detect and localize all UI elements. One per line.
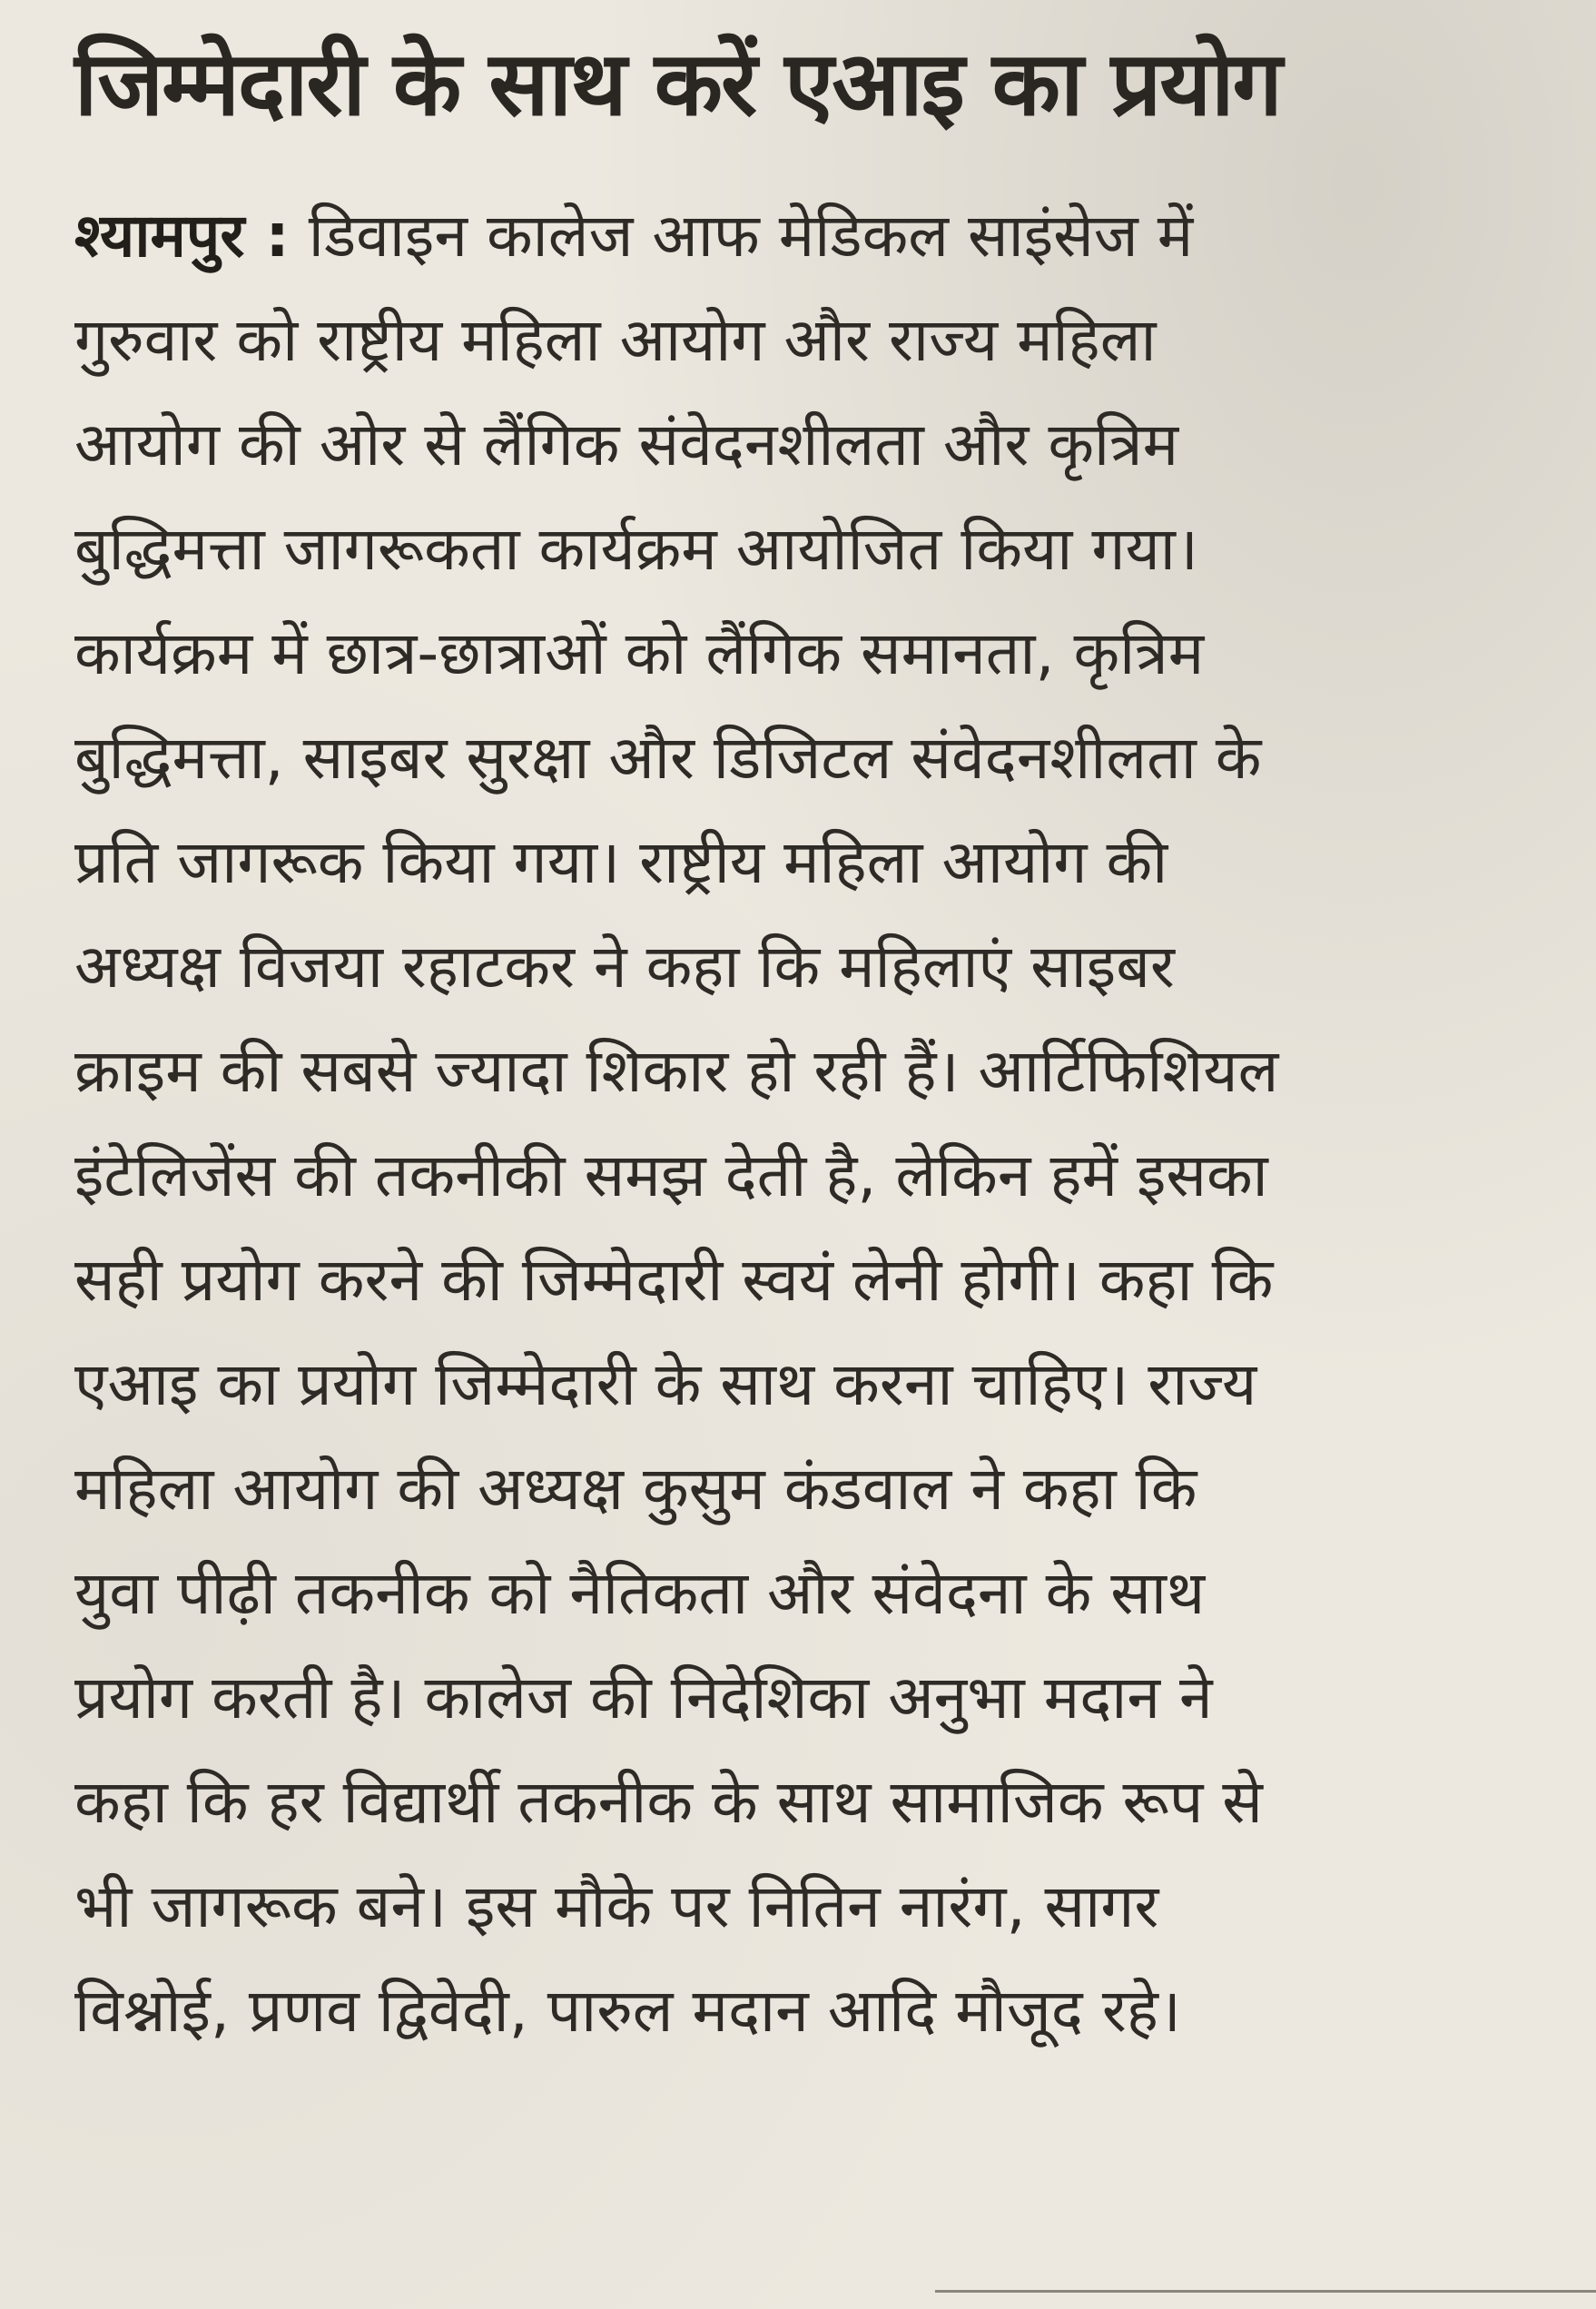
article-line: एआइ का प्रयोग जिम्मेदारी के साथ करना चाहिए। राज्य <box>74 1349 1257 1419</box>
article-line: बुद्धिमत्ता जागरूकता कार्यक्रम आयोजित किया गया। <box>74 514 1198 584</box>
article-line: गुरुवार को राष्ट्रीय महिला आयोग और राज्य महिला <box>74 305 1157 375</box>
article-line: इंटेलिजेंस की तकनीकी समझ देती है, लेकिन हमें इसका <box>74 1140 1268 1210</box>
article-line: बुद्धिमत्ता, साइबर सुरक्षा और डिजिटल संवेदनशीलता के <box>74 723 1262 793</box>
bottom-divider <box>935 2290 1596 2293</box>
article-line: सही प्रयोग करने की जिम्मेदारी स्वयं लेनी होगी। कहा कि <box>74 1245 1274 1315</box>
dateline: श्यामपुर : <box>74 201 290 271</box>
article-body <box>74 183 1518 2063</box>
article-line: भी जागरूक बने। इस मौके पर नितिन नारंग, सागर <box>74 1871 1159 1941</box>
article-line: अध्यक्ष विजया रहाटकर ने कहा कि महिलाएं साइबर <box>74 932 1175 1002</box>
article-line: कहा कि हर विद्यार्थी तकनीक के साथ सामाजिक रूप से <box>74 1767 1263 1837</box>
article-line: प्रयोग करती है। कालेज की निदेशिका अनुभा मदान ने <box>74 1663 1213 1732</box>
article-line: क्राइम की सबसे ज्यादा शिकार हो रही हैं। आर्टिफिशियल <box>74 1036 1279 1106</box>
article-line: युवा पीढ़ी तकनीक को नैतिकता और संवेदना के साथ <box>74 1558 1206 1628</box>
article-line: विश्नोई, प्रणव द्विवेदी, पारुल मदान आदि मौजूद रहे। <box>74 1976 1181 2046</box>
article-line: कार्यक्रम में छात्र-छात्राओं को लैंगिक समानता, कृत्रिम <box>74 618 1205 688</box>
article-line <box>74 183 1518 288</box>
article-line: प्रति जागरूक किया गया। राष्ट्रीय महिला आयोग की <box>74 827 1168 897</box>
article-line: महिला आयोग की अध्यक्ष कुसुम कंडवाल ने कहा कि <box>74 1454 1197 1524</box>
article-line-text: डिवाइन कालेज आफ मेडिकल साइंसेज में <box>308 201 1194 271</box>
article-line: आयोग की ओर से लैंगिक संवेदनशीलता और कृत्रिम <box>74 410 1179 479</box>
headline: जिम्मेदारी के साथ करें एआइ का प्रयोग <box>74 33 1281 136</box>
